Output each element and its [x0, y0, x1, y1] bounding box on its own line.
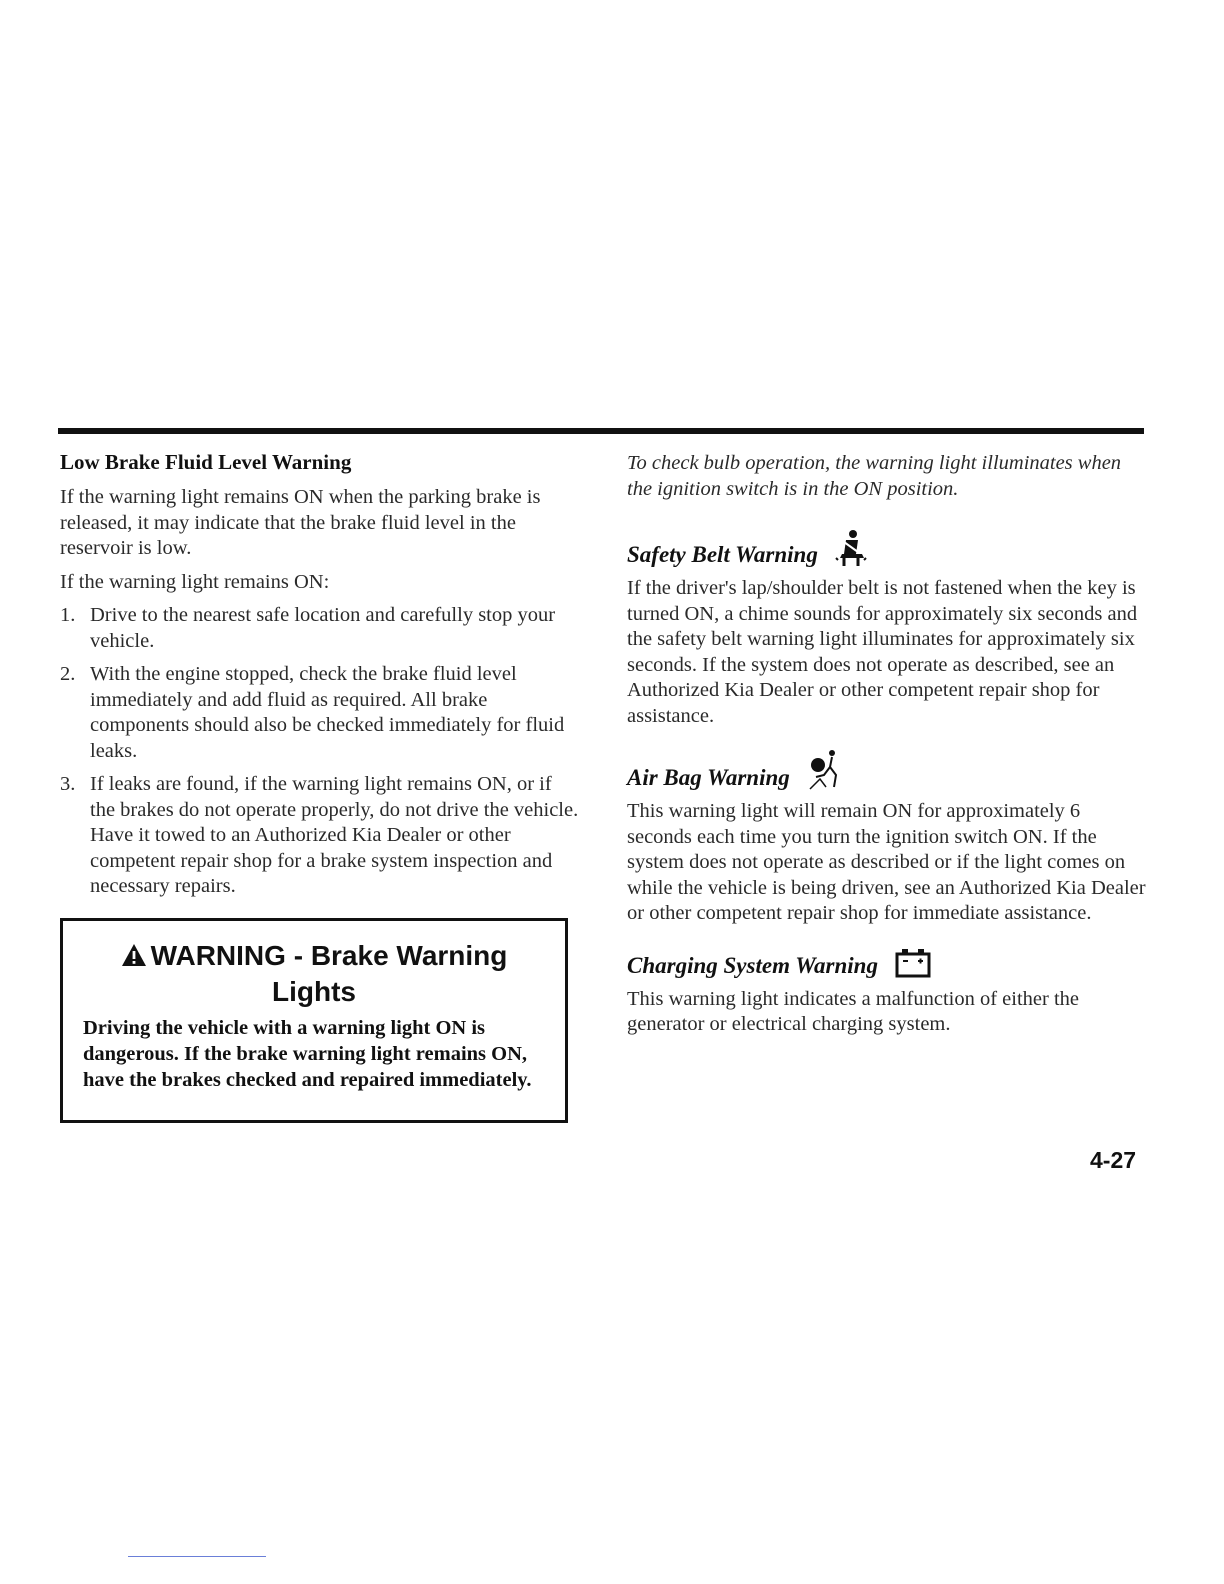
steps-list: [60, 603, 580, 900]
right-column: [627, 450, 1147, 1046]
list-item: [60, 772, 580, 900]
list-item: [60, 662, 580, 764]
left-column: [60, 450, 580, 908]
step-text: Drive to the nearest safe location and carefully stop your vehicle.: [90, 604, 556, 652]
airbag-icon: [806, 749, 846, 791]
warning-remains-paragraph: If the warning light remains ON:: [60, 570, 330, 593]
seatbelt-icon: [834, 528, 868, 568]
air-bag-title: Air Bag Warning: [627, 765, 790, 790]
charging-system-body: This warning light indicates a malfunction of either the generator or electrical charging system.: [627, 987, 1080, 1035]
step-number: 1.: [60, 604, 76, 626]
step-number: 3.: [60, 773, 76, 795]
page-number: 4-27: [1090, 1147, 1137, 1173]
air-bag-body: This warning light will remain ON for approximately 6 seconds each time you turn the ignition switch ON. If the system does not operate as described or if the light comes on while the vehicle is being driven, see an Authorized Kia Dealer or other competent repair shop for immediate assistance.: [627, 800, 1146, 924]
warning-title-row: [83, 939, 545, 1009]
safety-belt-heading: [627, 528, 1147, 568]
brake-fluid-paragraph: If the warning light remains ON when the parking brake is released, it may indicate that the brake fluid level in the reservoir is low.: [60, 486, 541, 559]
warning-body: Driving the vehicle with a warning light ON is dangerous. If the brake warning light remains ON, have the brakes checked and repaired immediately.: [83, 1017, 532, 1091]
step-number: 2.: [60, 663, 76, 685]
charging-system-heading: [627, 947, 1147, 979]
warning-box: [60, 918, 568, 1123]
safety-belt-body: If the driver's lap/shoulder belt is not fastened when the key is turned ON, a chime sounds for approximately six seconds and the safety belt warning light illuminates for approximately six seconds. If the system does not operate as described, see an Authorized Kia Dealer or other competent repair shop for assistance.: [627, 577, 1138, 727]
charging-system-title: Charging System Warning: [627, 952, 878, 978]
step-text: If leaks are found, if the warning light remains ON, or if the brakes do not operate properly, do not drive the vehicle. Have it towed to an Authorized Kia Dealer or other competent repair shop for a brake system inspection and necessary repairs.: [90, 773, 579, 897]
safety-belt-title: Safety Belt Warning: [627, 542, 818, 567]
step-text: With the engine stopped, check the brake fluid level immediately and add fluid as required. All brake components should also be checked immediately for fluid leaks.: [90, 663, 565, 762]
warning-title: WARNING - Brake Warning Lights: [150, 940, 508, 1007]
battery-icon: [894, 947, 932, 979]
list-item: [60, 603, 580, 654]
bulb-check-note: To check bulb operation, the warning light illuminates when the ignition switch is in the ON position.: [627, 452, 1122, 500]
section-divider: [58, 428, 1144, 434]
air-bag-heading: [627, 749, 1147, 791]
brake-fluid-heading: Low Brake Fluid Level Warning: [60, 450, 352, 474]
bottom-rule: [128, 1556, 266, 1557]
warning-triangle-icon: [121, 941, 147, 975]
